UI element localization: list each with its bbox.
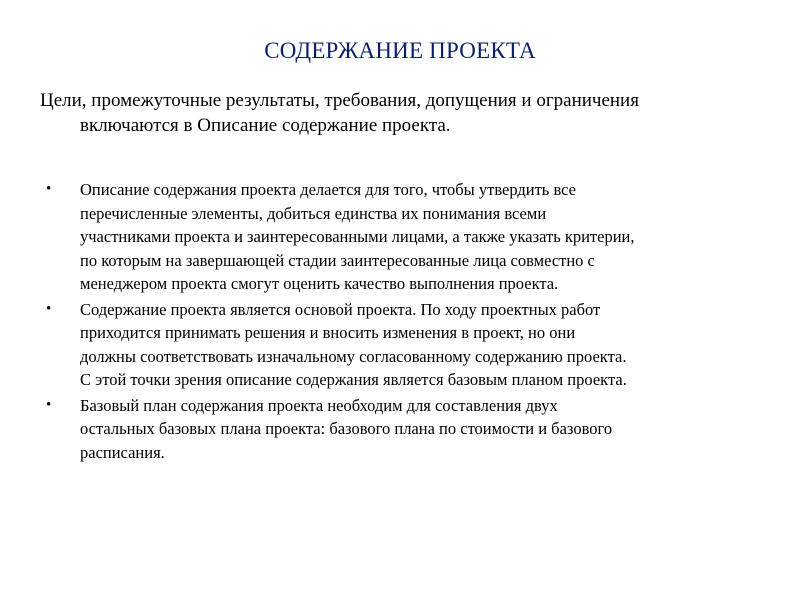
bullet-marker: • [46,300,52,317]
bullet-text-line: Базовый план содержания проекта необходим для составления двух [80,395,558,415]
bullet-text-line: Содержание проекта является основой проекта. По ходу проектных работ [80,299,601,319]
bullet-text-line: участниками проекта и заинтересованными лицами, а также указать критерии, [80,227,635,246]
bullet-text-line: приходится принимать решения и вносить изменения в проект, но они [80,323,576,342]
bullet-text-line: С этой точки зрения описание содержания является базовым планом проекта. [80,370,627,389]
bullet-item [40,394,770,465]
intro-line: Цели, промежуточные результаты, требования, допущения и ограничения [40,90,639,111]
bullet-text-line: должны соответствовать изначальному согласованному содержанию проекта. [80,346,627,366]
bullet-text-line: менеджером проекта смогут оценить качество выполнения проекта. [80,274,559,293]
bullet-item [40,298,770,392]
bullet-text-line: по которым на завершающей стадии заинтересованные лица совместно с [80,250,595,270]
bullet-list [40,178,770,466]
slide-title: СОДЕРЖАНИЕ ПРОЕКТА [264,38,536,63]
bullet-text-line: перечисленные элементы, добиться единства их понимания всеми [80,203,547,223]
intro-paragraph [40,88,770,138]
bullet-marker: • [46,396,52,413]
bullet-text-line: Описание содержания проекта делается для того, чтобы утвердить все [80,180,576,199]
intro-line: включаются в Описание содержание проекта. [80,115,451,136]
bullet-text-line: остальных базовых плана проекта: базового плана по стоимости и базового [80,419,613,438]
bullet-text-line: расписания. [80,442,165,462]
bullet-item [40,178,770,296]
bullet-marker: • [46,181,52,197]
